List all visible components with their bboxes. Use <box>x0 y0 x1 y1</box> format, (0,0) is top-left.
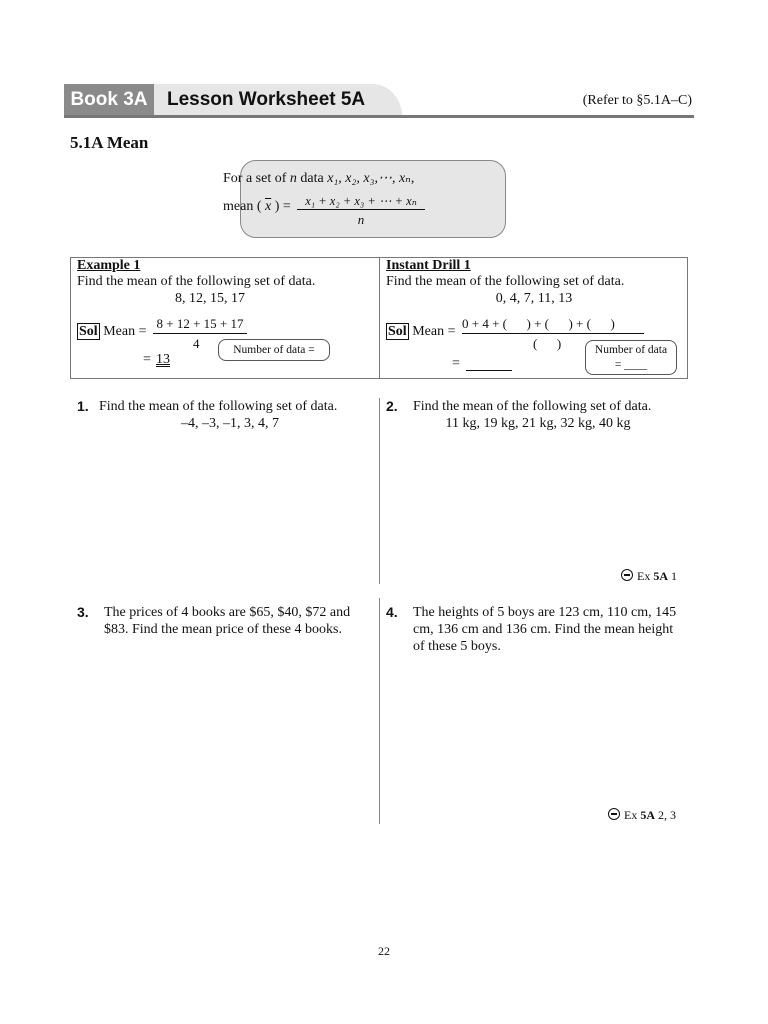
exercise-ref-prefix: Ex <box>637 569 654 583</box>
formula-intro-text: For a set of <box>223 171 290 186</box>
question-divider-top <box>379 398 380 584</box>
drill-result-eq: = <box>452 356 460 371</box>
example-fraction-bar <box>153 333 247 334</box>
exercise-ref-items: 1 <box>668 569 678 583</box>
exercise-link-icon <box>621 569 633 581</box>
drill-fraction-bar <box>462 333 644 334</box>
question-1-number: 1. <box>77 398 89 414</box>
question-1-data: –4, –3, –1, 3, 4, 7 <box>181 416 279 431</box>
question-4-text: The heights of 5 boys are 123 cm, 110 cm, 145 cm, 136 cm and 136 cm. Find the mean height of these 5 boys. <box>413 605 677 654</box>
drill-callout <box>585 340 677 375</box>
exercise-link-icon <box>608 808 620 820</box>
drill-callout-line2: = ____ <box>614 359 648 371</box>
drill-prompt: Find the mean of the following set of data. <box>386 274 625 289</box>
mean-label-text: mean ( <box>223 199 262 214</box>
formula-data-text: data <box>296 171 328 186</box>
example-prompt: Find the mean of the following set of data. <box>77 274 316 289</box>
drill-denominator: ( ) <box>533 336 562 351</box>
sol-box: Sol <box>388 324 407 339</box>
example-data: 8, 12, 15, 17 <box>175 291 245 306</box>
drill-answer-line[interactable] <box>466 370 512 371</box>
example-denominator: 4 <box>193 336 200 351</box>
example-solution-label <box>77 324 146 340</box>
question-divider-bottom <box>379 598 380 824</box>
question-1-text: Find the mean of the following set of data. <box>99 399 338 414</box>
question-2-data: 11 kg, 19 kg, 21 kg, 32 kg, 40 kg <box>445 416 631 431</box>
drill-callout-line1: Number of data <box>594 344 668 356</box>
drill-mean-label: Mean = <box>412 324 456 339</box>
formula-denominator: n <box>357 212 365 227</box>
drill-title: Instant Drill 1 <box>386 258 471 273</box>
formula-variables: x₁, x₂, x₃,⋯, xₙ, <box>327 171 415 186</box>
formula-fraction-bar <box>297 209 425 210</box>
question-3-text: The prices of 4 books are $65, $40, $72 and $83. Find the mean price of these 4 books. <box>104 605 351 637</box>
question-3-answer-space[interactable] <box>77 660 373 820</box>
example-mean-label: Mean = <box>103 324 147 339</box>
question-4-answer-space[interactable] <box>386 660 686 800</box>
drill-solution-label <box>386 324 455 340</box>
example-callout: Number of data = <box>218 339 330 361</box>
question-1-answer-space[interactable] <box>77 436 373 576</box>
section-heading: 5.1A Mean <box>70 133 149 152</box>
page-number: 22 <box>378 944 390 958</box>
example-table-divider <box>379 257 380 379</box>
example-result-eq: = <box>143 352 151 367</box>
formula-n: n <box>289 171 297 186</box>
example-title: Example 1 <box>77 258 141 273</box>
formula-numerator: x₁ + x₂ + x₃ + ⋯ + xₙ <box>305 194 417 208</box>
exercise-ref-2 <box>608 808 676 823</box>
example-numerator: 8 + 12 + 15 + 17 <box>156 316 244 331</box>
book-label: Book 3A <box>64 84 154 116</box>
question-4-number: 4. <box>386 604 398 620</box>
question-2-number: 2. <box>386 398 398 414</box>
drill-data: 0, 4, 7, 11, 13 <box>495 291 573 306</box>
exercise-ref-set: 5A <box>640 808 656 822</box>
header-rule <box>64 115 694 118</box>
formula-mean-label <box>223 199 291 215</box>
drill-numerator: 0 + 4 + ( ) + ( ) + ( ) <box>462 316 615 331</box>
exercise-ref-items: 2, 3 <box>655 808 677 822</box>
formula-intro <box>223 170 414 187</box>
exercise-ref-set: 5A <box>653 569 669 583</box>
mean-label-end: ) = <box>274 199 291 214</box>
reference-note: (Refer to §5.1A–C) <box>582 93 692 108</box>
question-2-answer-space[interactable] <box>386 436 686 562</box>
worksheet-title: Lesson Worksheet 5A <box>167 89 366 110</box>
x-bar-symbol: $\overline{x}$ <box>264 199 272 214</box>
question-2-text: Find the mean of the following set of data. <box>413 399 652 414</box>
exercise-ref-1 <box>621 569 677 584</box>
example-result: 13 <box>156 352 170 367</box>
exercise-ref-prefix: Ex <box>624 808 641 822</box>
sol-box: Sol <box>79 324 98 339</box>
question-3-number: 3. <box>77 604 89 620</box>
